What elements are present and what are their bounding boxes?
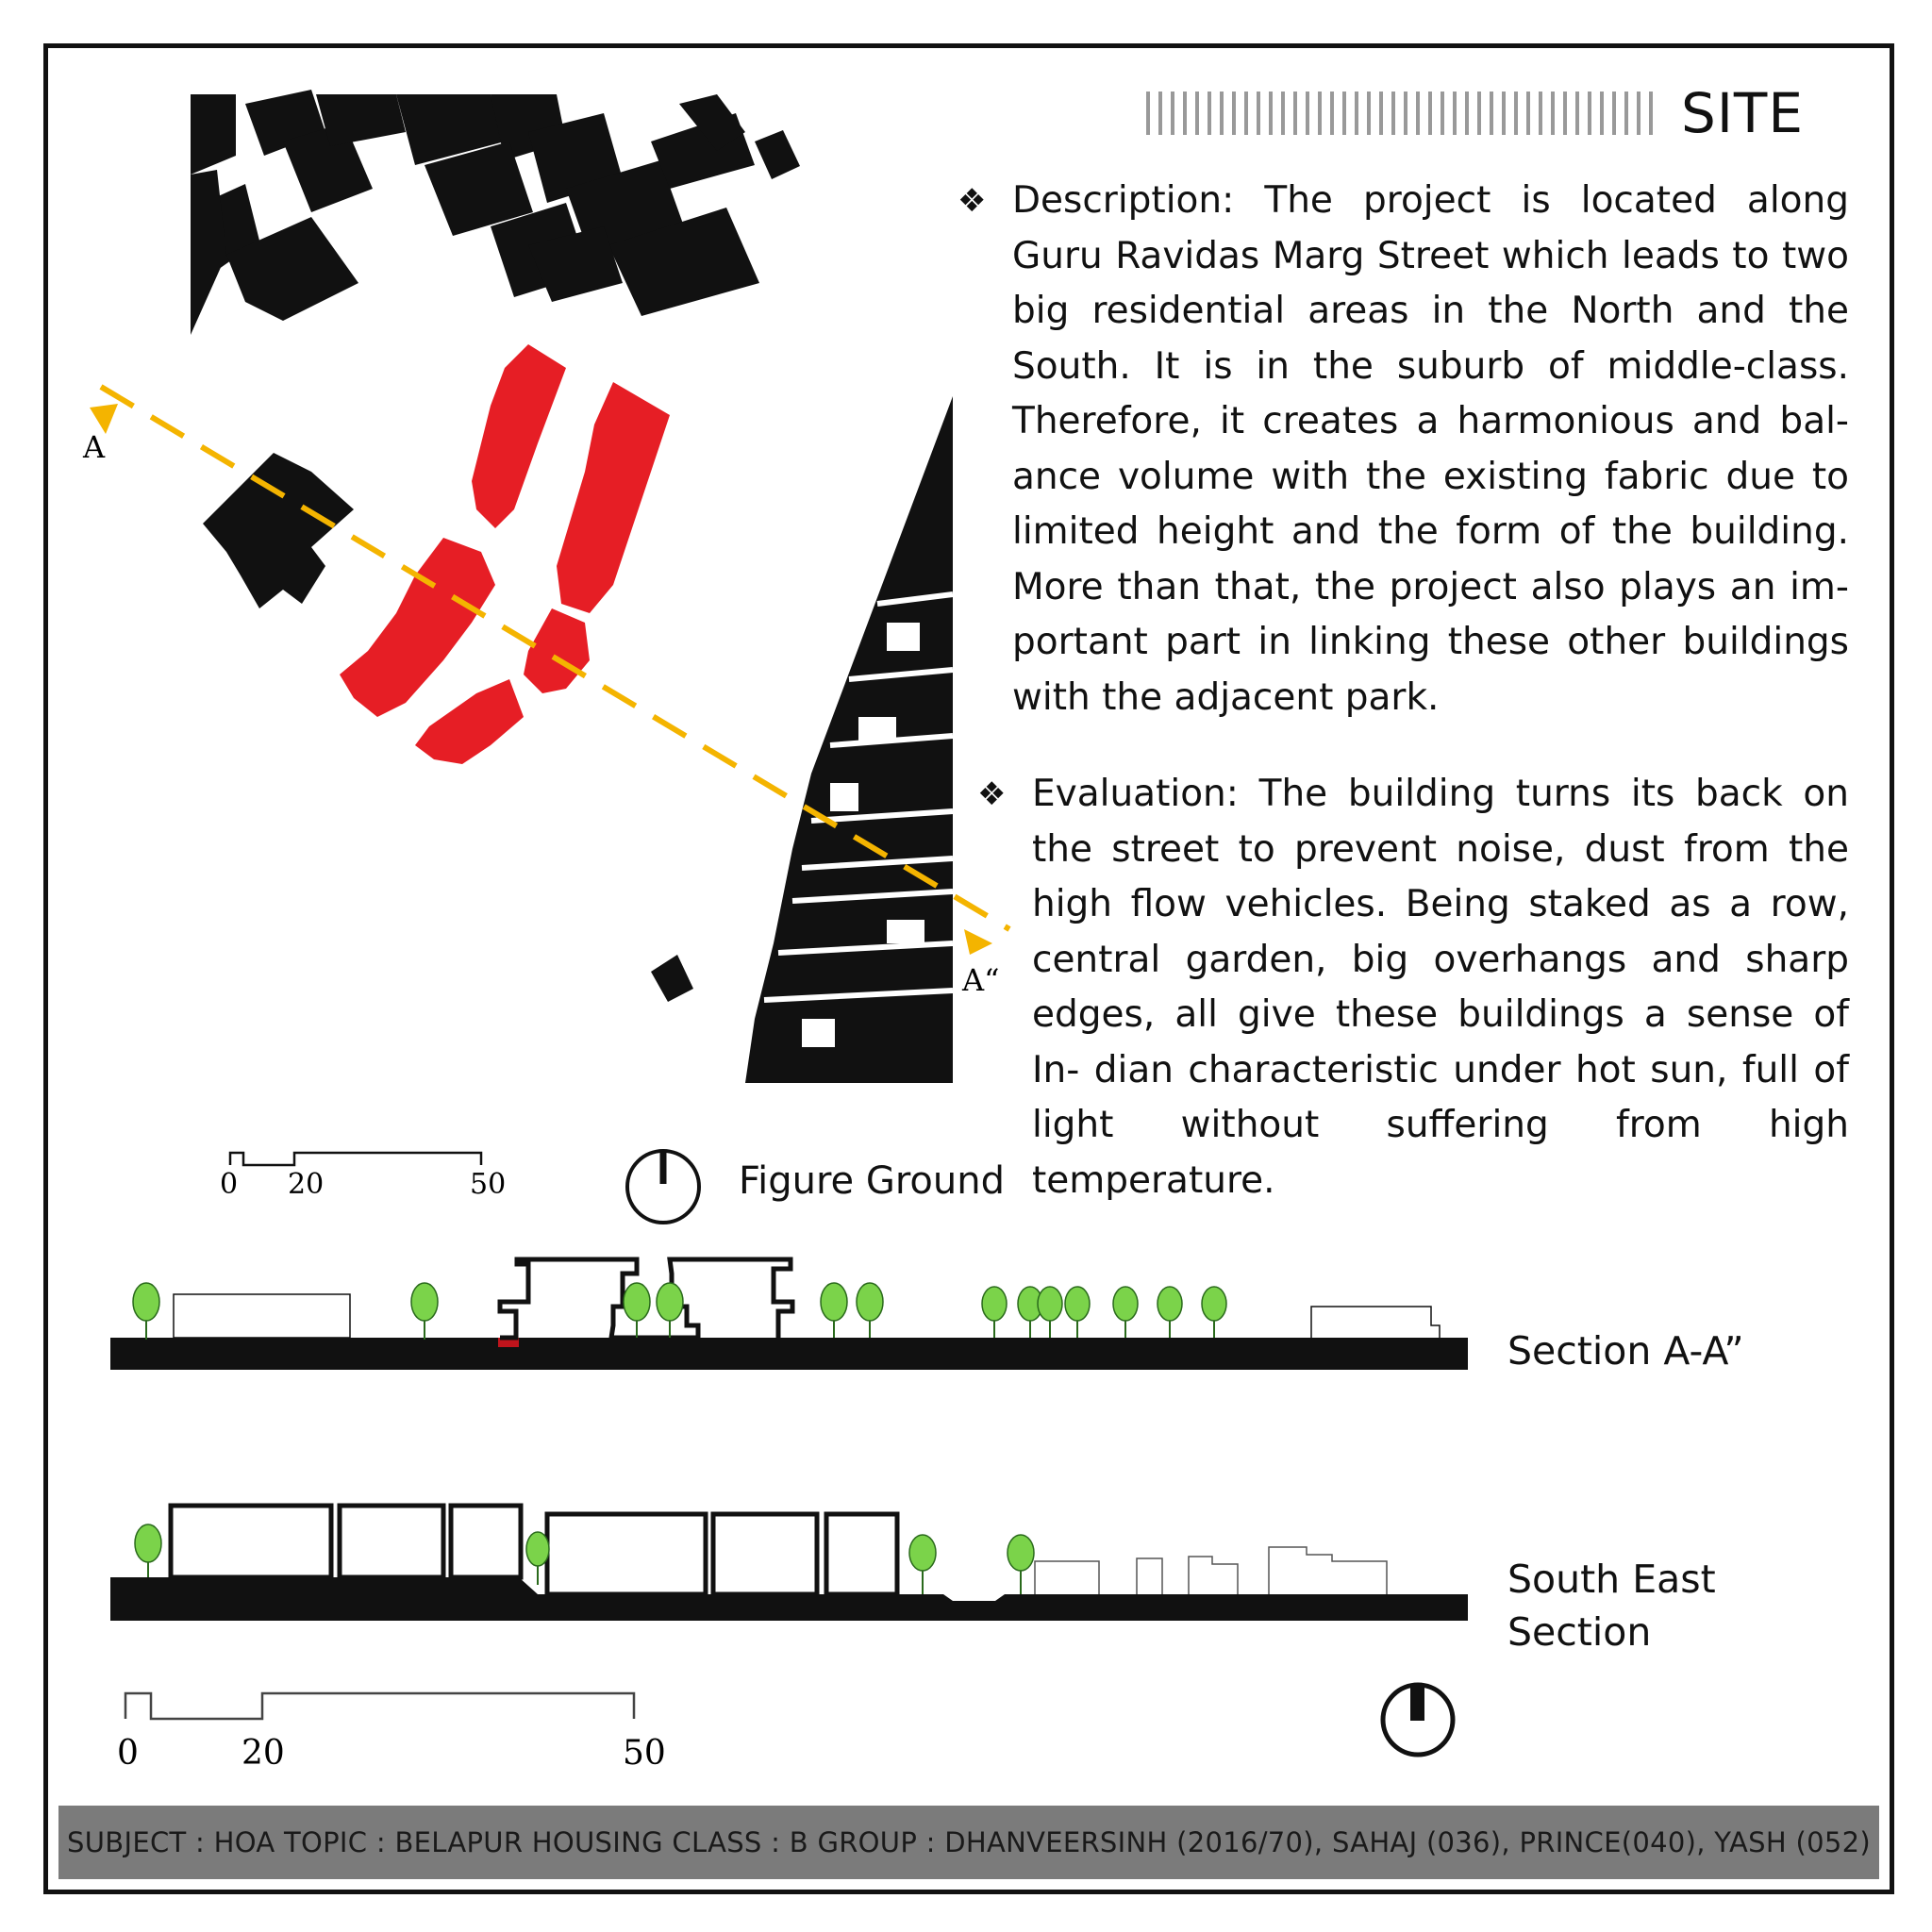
project-buildings [340, 344, 670, 764]
south-east-section-label [1507, 1553, 1819, 1658]
section-aa-drawing [110, 1259, 1468, 1370]
existing-buildings-east [745, 396, 953, 1083]
existing-buildings-north [191, 90, 800, 335]
north-arrow-icon [627, 1151, 699, 1223]
fg-scale-label-0: 0 [220, 1168, 239, 1201]
section-label-a2: A“ [962, 962, 1000, 998]
south-east-section-drawing [110, 1506, 1468, 1621]
existing-building-west [203, 453, 354, 608]
bottom-scale-bar [125, 1693, 634, 1719]
bottom-scale-label-0: 0 [117, 1734, 139, 1773]
section-label-a: A [83, 429, 106, 465]
fg-scale-label-20: 20 [288, 1168, 325, 1201]
figure-ground-scale-bar [230, 1153, 481, 1165]
evaluation-text: Evaluation: The building turns its back on the street to prevent noise, dust from the high flow vehicles. Being staked as a row, central garden, big overhangs and sharp edges, all give these buildings a sense of In- dian characteristic under hot sun, full of light without suffering from high temperature. [1032, 773, 1849, 1202]
figure-ground-map [82, 90, 1009, 1083]
footer-text: SUBJECT : HOA TOPIC : BELAPUR HOUSING CLASS : B GROUP : DHANVEERSINH (2016/70), SAHAJ (036), PRINCE(040), YASH (052) [67, 1826, 1871, 1858]
diamond-bullet-icon: ❖ [977, 775, 1007, 813]
fg-scale-label-50: 50 [470, 1168, 507, 1201]
footer-bar [58, 1806, 1879, 1879]
page-title: SITE [1681, 81, 1804, 145]
north-arrow-icon [1383, 1685, 1453, 1755]
section-aa-label: Section A-A” [1507, 1328, 1744, 1374]
figure-ground-label: Figure Ground [739, 1159, 1005, 1203]
bottom-scale-label-20: 20 [242, 1734, 285, 1773]
bottom-scale-label-50: 50 [623, 1734, 666, 1773]
existing-building-small [651, 955, 693, 1002]
south-east-label-line2: Section [1507, 1609, 1652, 1655]
section-arrow-a2-icon [964, 929, 992, 955]
south-east-label-line1: South East [1507, 1557, 1716, 1602]
diamond-bullet-icon: ❖ [958, 182, 987, 220]
description-text: Description: The project is located along Guru Ravidas Marg Street which leads to two big residential areas in the North and the South. It is in the suburb of middle-class. Therefore, it creates a harmonious and bal- ance volume with the existing fabric due to limited height and the form of the building. More than that, the project also plays an im- portant part in linking these other buildings with the adjacent park. [1012, 179, 1849, 719]
